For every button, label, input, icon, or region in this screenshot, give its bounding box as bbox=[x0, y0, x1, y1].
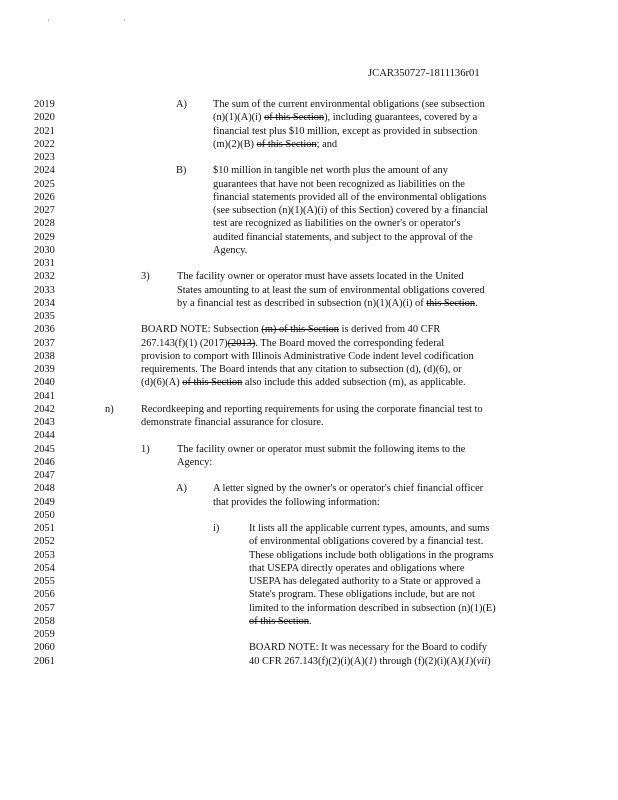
line-text: Agency: bbox=[177, 456, 213, 468]
scan-specks: ' ' bbox=[48, 18, 161, 27]
line-number: 2029 bbox=[34, 231, 55, 243]
line-text: USEPA has delegated authority to a State or approved a bbox=[249, 576, 481, 587]
line-text: guarantees that have not been recognized as liabilities on the bbox=[213, 178, 465, 190]
line-text: of environmental obligations covered by a financial test. bbox=[249, 536, 484, 548]
line-number: 2022 bbox=[34, 138, 55, 150]
list-marker: B) bbox=[176, 165, 187, 177]
line-number: 2030 bbox=[34, 244, 55, 256]
line-number: 2042 bbox=[34, 403, 55, 415]
line-text: (d)(6)(A) of this Section also include this added subsection (m), as applicable. bbox=[141, 377, 466, 389]
line-text: (see subsection (n)(1)(A)(i) of this Section) covered by a financial bbox=[213, 205, 488, 216]
line-number: 2040 bbox=[34, 377, 55, 389]
line-number: 2050 bbox=[34, 509, 55, 521]
document-id: JCAR350727-1811136r01 bbox=[368, 68, 480, 79]
line-number: 2027 bbox=[34, 205, 55, 216]
line-number: 2023 bbox=[34, 152, 55, 163]
line-text: of this Section. bbox=[249, 615, 312, 627]
line-number: 2036 bbox=[34, 324, 55, 336]
line-number: 2033 bbox=[34, 284, 55, 296]
line-number: 2039 bbox=[34, 364, 55, 375]
line-number: 2055 bbox=[34, 576, 55, 587]
line-text: that USEPA directly operates and obligations where bbox=[249, 562, 465, 574]
line-number: 2032 bbox=[34, 271, 55, 283]
line-text: A letter signed by the owner's or operator's chief financial officer bbox=[213, 483, 484, 495]
line-number: 2024 bbox=[34, 165, 55, 177]
line-text: It lists all the applicable current types, amounts, and sums bbox=[249, 523, 490, 534]
line-number: 2031 bbox=[34, 258, 55, 269]
line-number: 2054 bbox=[34, 562, 55, 574]
line-number: 2038 bbox=[34, 350, 55, 362]
line-text: Recordkeeping and reporting requirements for using the corporate financial test to bbox=[141, 403, 483, 415]
line-text: (m)(2)(B) of this Section; and bbox=[213, 138, 338, 150]
line-text: BOARD NOTE: Subsection (m) of this Section is derived from 40 CFR bbox=[141, 324, 441, 336]
line-number: 2052 bbox=[34, 536, 55, 548]
line-text: requirements. The Board intends that any citation to subsection (d), (d)(6), or bbox=[141, 364, 462, 375]
line-number: 2047 bbox=[34, 470, 55, 481]
line-text: financial test plus $10 million, except as provided in subsection bbox=[213, 125, 478, 137]
list-marker: A) bbox=[176, 483, 187, 495]
line-number: 2049 bbox=[34, 496, 55, 508]
line-text: The sum of the current environmental obligations (see subsection bbox=[213, 99, 485, 110]
line-number: 2056 bbox=[34, 589, 55, 601]
line-text: These obligations include both obligations in the programs bbox=[249, 549, 494, 561]
line-number: 2037 bbox=[34, 337, 55, 349]
line-text: (n)(1)(A)(i) of this Section), including guarantees, covered by a bbox=[213, 112, 478, 124]
line-number: 2045 bbox=[34, 443, 55, 455]
line-number: 2057 bbox=[34, 602, 55, 614]
line-number: 2026 bbox=[34, 191, 55, 203]
line-text: provision to comport with Illinois Administrative Code indent level codification bbox=[141, 350, 474, 362]
list-marker: 3) bbox=[141, 271, 150, 283]
line-number: 2059 bbox=[34, 629, 55, 640]
line-number: 2044 bbox=[34, 430, 55, 442]
line-number: 2058 bbox=[34, 615, 55, 627]
line-number: 2019 bbox=[34, 99, 55, 110]
list-marker: A) bbox=[176, 99, 187, 110]
line-number: 2020 bbox=[34, 112, 55, 124]
line-text: 267.143(f)(1) (2017)(2013). The Board moved the corresponding federal bbox=[141, 337, 445, 349]
line-number: 2025 bbox=[34, 178, 55, 190]
line-number: 2021 bbox=[34, 125, 55, 137]
line-text: by a financial test as described in subsection (n)(1)(A)(i) of this Section. bbox=[177, 297, 478, 309]
line-text: The facility owner or operator must have assets located in the United bbox=[177, 271, 464, 283]
line-text: test are recognized as liabilities on the owner's or operator's bbox=[213, 218, 461, 230]
line-number: 2028 bbox=[34, 218, 55, 230]
line-text: that provides the following information: bbox=[213, 496, 380, 508]
line-number: 2043 bbox=[34, 417, 55, 428]
list-marker: n) bbox=[105, 403, 114, 415]
line-text: The facility owner or operator must submit the following items to the bbox=[177, 443, 466, 455]
line-number: 2053 bbox=[34, 549, 55, 561]
line-text: financial statements provided all of the environmental obligations bbox=[213, 191, 487, 203]
line-number: 2034 bbox=[34, 297, 55, 309]
line-text: BOARD NOTE: It was necessary for the Board to codify bbox=[249, 642, 488, 654]
line-number: 2060 bbox=[34, 642, 55, 654]
line-text: $10 million in tangible net worth plus the amount of any bbox=[213, 165, 448, 177]
line-text: audited financial statements, and subject to the approval of the bbox=[213, 231, 473, 243]
line-text: State's program. These obligations include, but are not bbox=[249, 589, 475, 601]
line-number: 2061 bbox=[34, 655, 55, 667]
line-number: 2041 bbox=[34, 390, 55, 402]
line-number: 2035 bbox=[34, 311, 55, 322]
line-text: States amounting to at least the sum of environmental obligations covered bbox=[177, 284, 485, 296]
list-marker: i) bbox=[213, 523, 220, 534]
line-number: 2046 bbox=[34, 456, 55, 468]
line-number: 2051 bbox=[34, 523, 55, 534]
line-text: 40 CFR 267.143(f)(2)(i)(A)(1) through (f)(2)(i)(A)(1)(vii) bbox=[249, 655, 491, 667]
line-text: limited to the information described in subsection (n)(1)(E) bbox=[249, 602, 496, 614]
line-text: demonstrate financial assurance for closure. bbox=[141, 417, 324, 428]
line-text: Agency. bbox=[213, 244, 248, 256]
line-number: 2048 bbox=[34, 483, 55, 495]
list-marker: 1) bbox=[141, 443, 150, 455]
